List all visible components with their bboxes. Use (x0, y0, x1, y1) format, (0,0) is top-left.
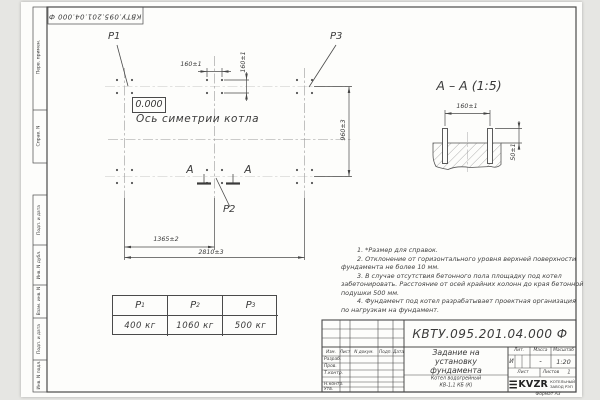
dim-2810: 2810±3 (198, 248, 224, 256)
section-detail (433, 129, 501, 170)
dim-160-horizontal: 160±1 (180, 60, 202, 68)
sheets-count: 1 (567, 369, 571, 375)
product-name-line2: КВ-1,1 КБ (К) (439, 383, 473, 389)
boiler-axis-label: Ось симетрии котла (136, 113, 260, 125)
scale-value: 1:20 (556, 357, 571, 366)
section-letter-left: А (186, 163, 194, 176)
note-line: 1. *Размер для справок. (357, 246, 438, 254)
loads-table (112, 295, 277, 335)
margin-label-inv-podl: Инв. N подл. (36, 360, 42, 390)
section-dim-50: 50±1 (509, 143, 517, 161)
note-line: фундамента не более 10 мм. (341, 263, 440, 272)
margin-label-inv-dubl: Инв. N дубл. (36, 250, 42, 280)
row-label-tkontr: Т.контр. (324, 370, 344, 376)
section-view-title: А – А (1:5) (436, 77, 502, 93)
manufacturer-logo (509, 378, 575, 391)
loads-value-p1: 400 кг (113, 316, 168, 336)
load-point-label-p1: P1 (108, 31, 121, 42)
note-line: по нагрузкам на фундамент. (341, 305, 440, 314)
row-label-razrab: Разраб. (324, 356, 342, 362)
note-line: подушки 500 мм. (341, 288, 400, 297)
spring-coil-icon (509, 379, 517, 390)
note-line: 2. Отклонение от горизонтального уровня верхней поверхности (357, 254, 577, 263)
lit-header: Лит. (513, 347, 525, 353)
notes-block (341, 246, 584, 314)
loads-header-p2: P 2 (168, 296, 223, 316)
lit-value: И (509, 357, 514, 365)
loads-value-p2: 1060 кг (168, 316, 223, 336)
col-header-ndokum: N докум. (354, 348, 374, 354)
elevation-mark-box (132, 97, 166, 113)
sheets-label: Листов (542, 369, 560, 375)
row-label-prov: Пров. (324, 363, 337, 369)
note-line: 3. В случае отсутствия бетонного пола площадку под котел (357, 271, 562, 280)
load-point-label-p2: P2 (223, 204, 236, 215)
mass-value: - (539, 357, 542, 365)
dim-160-vertical: 160±1 (239, 51, 247, 73)
note-line: забетонировать. Расстояние от осей крайних колонн до края бетонной (341, 280, 584, 289)
logo-text: KVZR (518, 379, 549, 390)
col-header-podp: Подп. (379, 348, 392, 354)
loads-header-p3: P 3 (223, 296, 278, 316)
format-label: Формат А3 (535, 391, 561, 397)
col-header-izm: Изм. (326, 348, 336, 354)
logo-subtitle: КОТЕЛЬНЫЙ ЗАВОД РЭП (550, 379, 575, 389)
drawing-title-line2: установку (434, 357, 478, 367)
section-letter-right: А (244, 163, 252, 176)
dim-960: 960±3 (339, 119, 347, 141)
plan-centerlines (105, 56, 468, 198)
top-stamp-text: КВТУ.095.201.04.000 Ф (48, 12, 142, 20)
load-point-label-p3: P3 (330, 31, 343, 42)
mass-header: Масса (533, 347, 548, 353)
scale-header: Масштаб (553, 347, 574, 353)
note-line: 4. Фундамент под котел разрабатывает проектная организация (357, 297, 576, 306)
sheet-label: Лист (517, 369, 529, 375)
margin-label-podp-data-1: Подп. и дата (36, 205, 42, 235)
margin-label-sprav-n: Справ. N (36, 125, 42, 147)
loads-value-p3: 500 кг (234, 321, 267, 331)
margin-label-vzam-inv: Взам. инв. N (36, 286, 42, 316)
doc-number: КВТУ.095.201.04.000 Ф (412, 326, 568, 341)
section-cut-marks (197, 174, 240, 184)
elevation-value: 0.000 (135, 99, 163, 111)
section-dim-160: 160±1 (456, 102, 478, 110)
drawing-title-line1: Задание на (432, 348, 480, 358)
col-header-data: Дата (393, 348, 404, 354)
drawing-title-line3: фундамента (430, 366, 482, 376)
col-header-list: Лист (339, 348, 351, 354)
dim-1365: 1365±2 (153, 235, 179, 243)
loads-header-p1: P 1 (113, 296, 168, 316)
product-name-line1: Котел водогрейный (430, 376, 482, 382)
row-label-nkontr: Н.контр. (324, 381, 344, 387)
row-label-utv: Утв. (324, 386, 334, 392)
margin-label-perv-primen: Перв. примен. (36, 39, 42, 75)
margin-label-podp-data-2: Подп. и дата (36, 324, 42, 354)
